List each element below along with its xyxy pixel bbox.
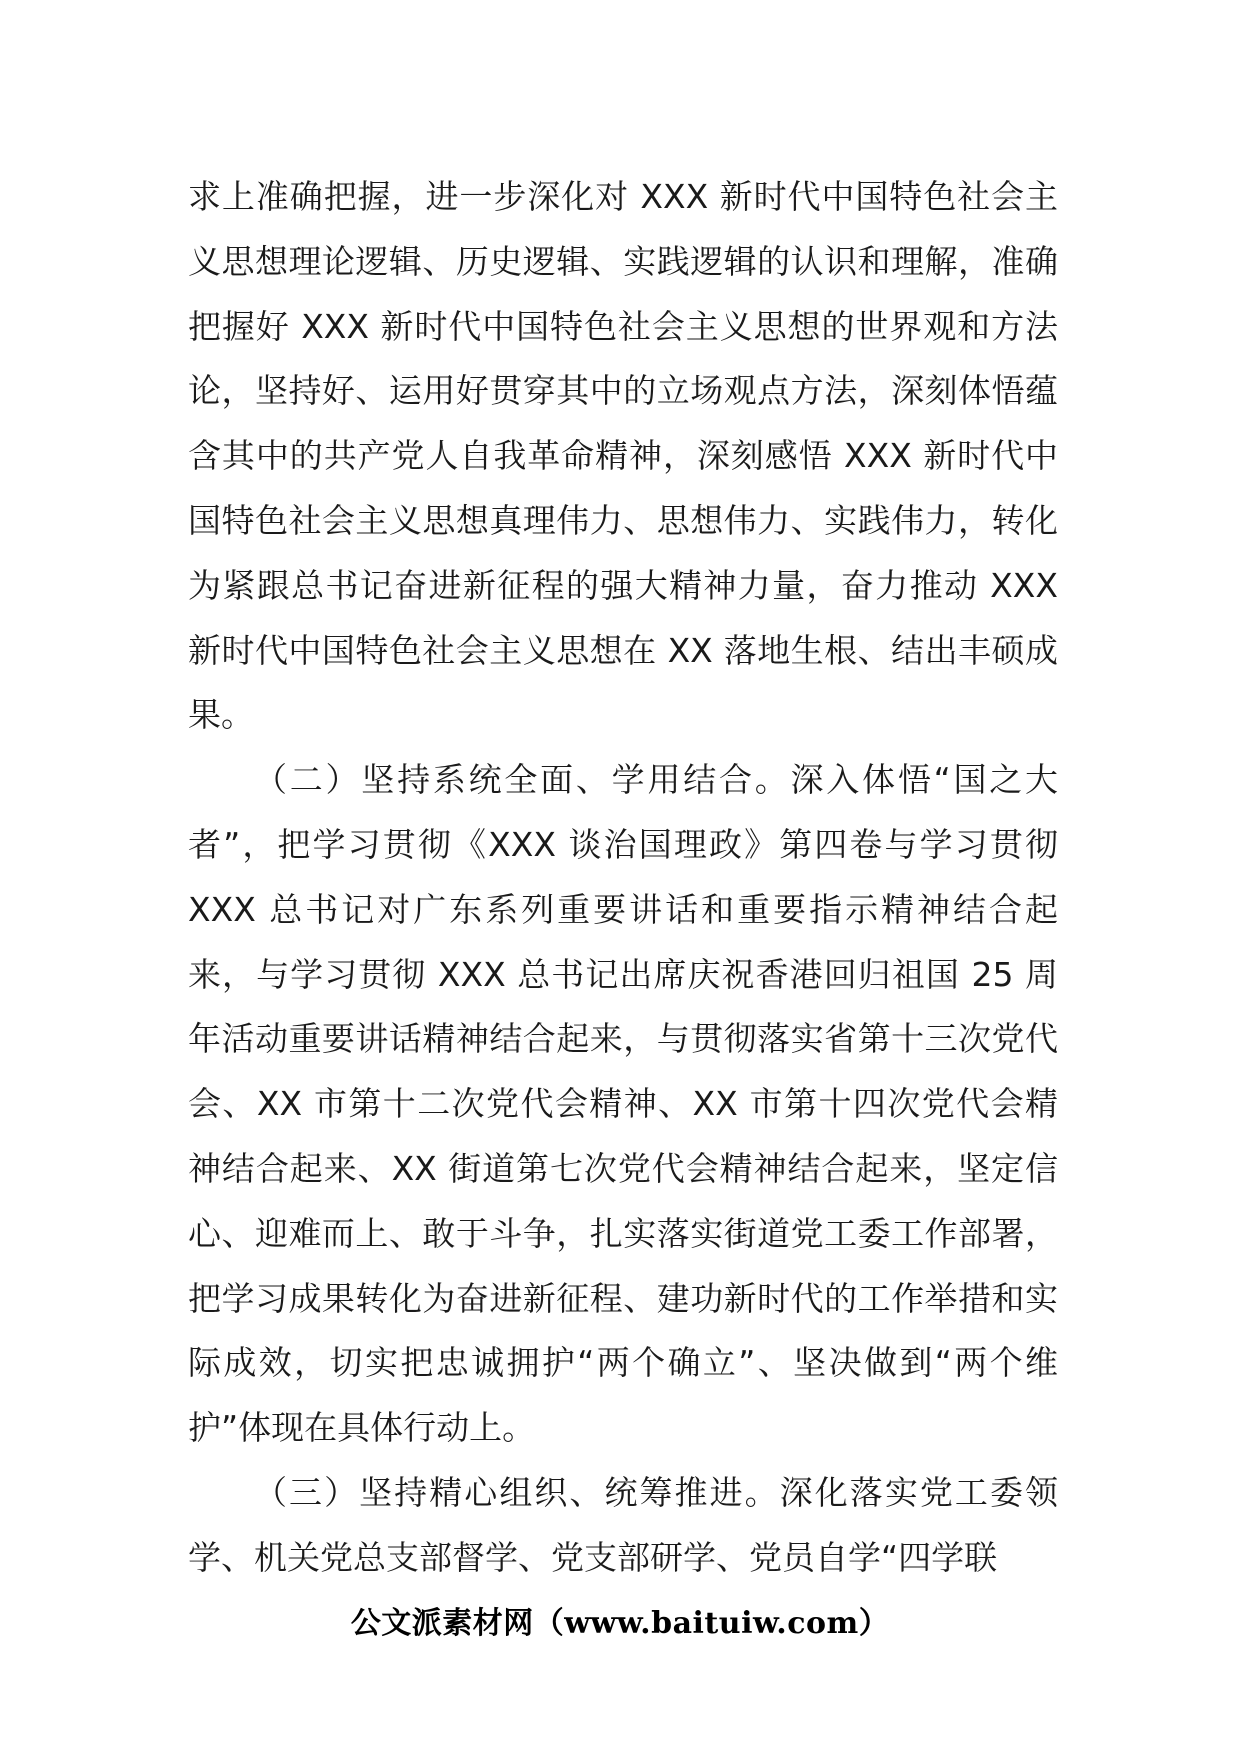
paragraph-2: （二）坚持系统全面、学用结合。深入体悟“国之大者”，把学习贯彻《XXX 谈治国理政》第四卷与学习贯彻 XXX 总书记对广东系列重要讲话和重要指示精神结合起来，与学习贯彻 XXX 总书记出席庆祝香港回归祖国 25 周年活动重要讲话精神结合起来，与贯彻落实省第十三次党代会、XX 市第十二次党代会精神、XX 市第十四次党代会精神结合起来、XX 街道第七次党代会精神结合起来，坚定信心、迎难而上、敢于斗争，扎实落实街道党工委工作部署，把学习成果转化为奋进新征程、建功新时代的工作举措和实际成效，切实把忠诚拥护“两个确立”、坚决做到“两个维护”体现在具体行动上。 [188,760,1058,1448]
paragraph-3: （三）坚持精心组织、统筹推进。深化落实党工委领学、机关党总支部督学、党支部研学、党员自学“四学联 [188,1472,1058,1577]
document-body [188,165,1058,1591]
footer-watermark: 公文派素材网（www.baituiw.com） [350,1606,890,1641]
paragraph-1: 求上准确把握，进一步深化对 XXX 新时代中国特色社会主义思想理论逻辑、历史逻辑、实践逻辑的认识和理解，准确把握好 XXX 新时代中国特色社会主义思想的世界观和方法论，坚持好、运用好贯穿其中的立场观点方法，深刻体悟蕴含其中的共产党人自我革命精神，深刻感悟 XXX 新时代中国特色社会主义思想真理伟力、思想伟力、实践伟力，转化为紧跟总书记奋进新征程的强大精神力量，奋力推动 XXX 新时代中国特色社会主义思想在 XX 落地生根、结出丰硕成果。 [188,177,1058,735]
